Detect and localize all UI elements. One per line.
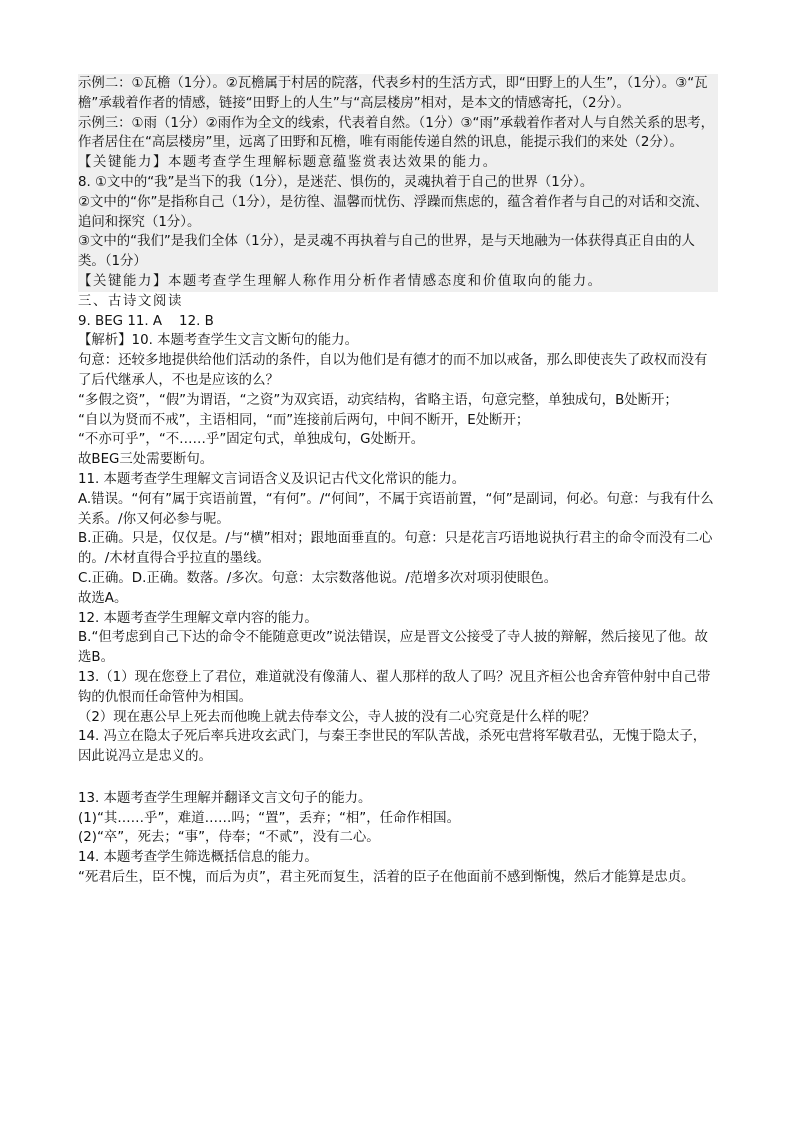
spacer — [78, 767, 718, 789]
answer-page — [78, 74, 718, 888]
section-heading: 三、古诗文阅读 — [78, 293, 183, 309]
answer-8-part-1: 8. ①文中的“我”是当下的我（1分），是迷茫、惧伤的，灵魂执着于自己的世界（1分）。 — [78, 174, 594, 190]
answer-12: B.“但考虑到自己下达的命令不能随意更改”说法错误，应是晋文公接受了寺人披的辩解，然后接见了他。故选B。 — [78, 630, 708, 666]
analysis-10: 【解析】10. 本题考查学生文言文断句的能力。 — [78, 333, 358, 349]
analysis-12: 12. 本题考查学生理解文章内容的能力。 — [78, 610, 318, 626]
note-14-detail: “死君后生，臣不愧，而后为贞”，君主死而复生，活着的臣子在他面前不感到惭愧，然后才能算是忠贞。 — [78, 870, 695, 886]
option-b: B.正确。只是，仅仅是。/与“横”相对；跟地面垂直的。句意：只是花言巧语地说执行君主的命令而没有二心的。/木材直得合乎拉直的墨线。 — [78, 531, 713, 567]
note-13-2: (2)“卒”，死去；“事”，侍奉；“不贰”，没有二心。 — [78, 830, 380, 846]
answer-14: 14. 冯立在隐太子死后率兵进攻玄武门，与秦王李世民的军队苦战，杀死屯营将军敬君弘，无愧于隐太子，因此说冯立是忠义的。 — [78, 729, 707, 765]
answer-8-part-3: ③文中的“我们”是我们全体（1分），是灵魂不再执着与自己的世界，是与天地融为一体获得真正自由的人类。（1分） — [78, 234, 695, 270]
translation-13-2: （2）现在惠公早上死去而他晚上就去侍奉文公，寺人披的没有二心究竟是什么样的呢？ — [78, 709, 596, 725]
note-13: 13. 本题考查学生理解并翻译文言文句子的能力。 — [78, 790, 372, 806]
note-13-1: (1)“其……乎”，难道……吗；“置”，丢弃；“相”，任命作相国。 — [78, 810, 460, 826]
answer-8-part-2: ②文中的“你”是指称自己（1分），是彷徨、温馨而忧伤、浮躁而焦虑的，蕴含着作者与自己的对话和交流、追问和探究（1分）。 — [78, 194, 709, 230]
break-e: “自以为贤而不戒”，主语相同，“而”连接前后两句，中间不断开，E处断开； — [78, 412, 530, 428]
analysis-11: 11. 本题考查学生理解文言词语含义及识记古代文化常识的能力。 — [78, 471, 466, 487]
break-b: “多假之资”，“假”为谓语，“之资”为双宾语，动宾结构，省略主语，句意完整，单独成句，B处断开； — [78, 392, 678, 408]
key-ability-note: 【关键能力】本题考查学生理解标题意蕴鉴赏表达效果的能力。 — [78, 155, 498, 171]
example-two: 示例二：①瓦檐（1分）。②瓦檐属于村居的院落，代表乡村的生活方式，即“田野上的人生”，（1分）。③“瓦檐”承载着作者的情感，链接“田野上的人生”与“高层楼房”相对，是本文的情感寄托，（2分）。 — [78, 76, 708, 111]
example-three: 示例三：①雨（1分）②雨作为全文的线索，代表着自然。（1分）③“雨”承载着作者对人与自然关系的思考，作者居住在“高层楼房”里，远离了田野和瓦檐，唯有雨能传递自然的讯息，能提示我们的来处（2分）。 — [78, 115, 715, 151]
answer-11: 故选A。 — [78, 590, 128, 606]
answer-block-classical — [78, 292, 718, 767]
option-a: A.错误。“何有”属于宾语前置，“有何”。/“何间”，不属于宾语前置，“何”是副词，何必。句意：与我有什么关系。/你又何必参与呢。 — [78, 491, 714, 527]
answer-choices: 9. BEG 11. A 12. B — [78, 313, 214, 329]
note-14: 14. 本题考查学生筛选概括信息的能力。 — [78, 850, 318, 866]
break-summary: 故BEG三处需要断句。 — [78, 452, 214, 468]
break-g: “不亦可乎”，“不……乎”固定句式，单独成句，G处断开。 — [78, 432, 425, 448]
translation-13-1: 13.（1）现在您登上了君位，难道就没有像蒲人、翟人那样的敌人了吗？况且齐桓公也舍弃管仲射中自己带钩的仇恨而任命管仲为相国。 — [78, 669, 711, 705]
answer-block-shaded — [78, 74, 718, 292]
option-c-d: C.正确。D.正确。数落。/多次。句意：太宗数落他说。/范增多次对项羽使眼色。 — [78, 570, 558, 586]
answer-block-notes — [78, 789, 718, 888]
sentence-meaning: 句意：还较多地提供给他们活动的条件，自以为他们是有德才的而不加以戒备，那么即使丧失了政权而没有了后代继承人，不也是应该的么？ — [78, 353, 708, 388]
key-ability-note: 【关键能力】本题考查学生理解人称作用分析作者情感态度和价值取向的能力。 — [78, 273, 603, 289]
